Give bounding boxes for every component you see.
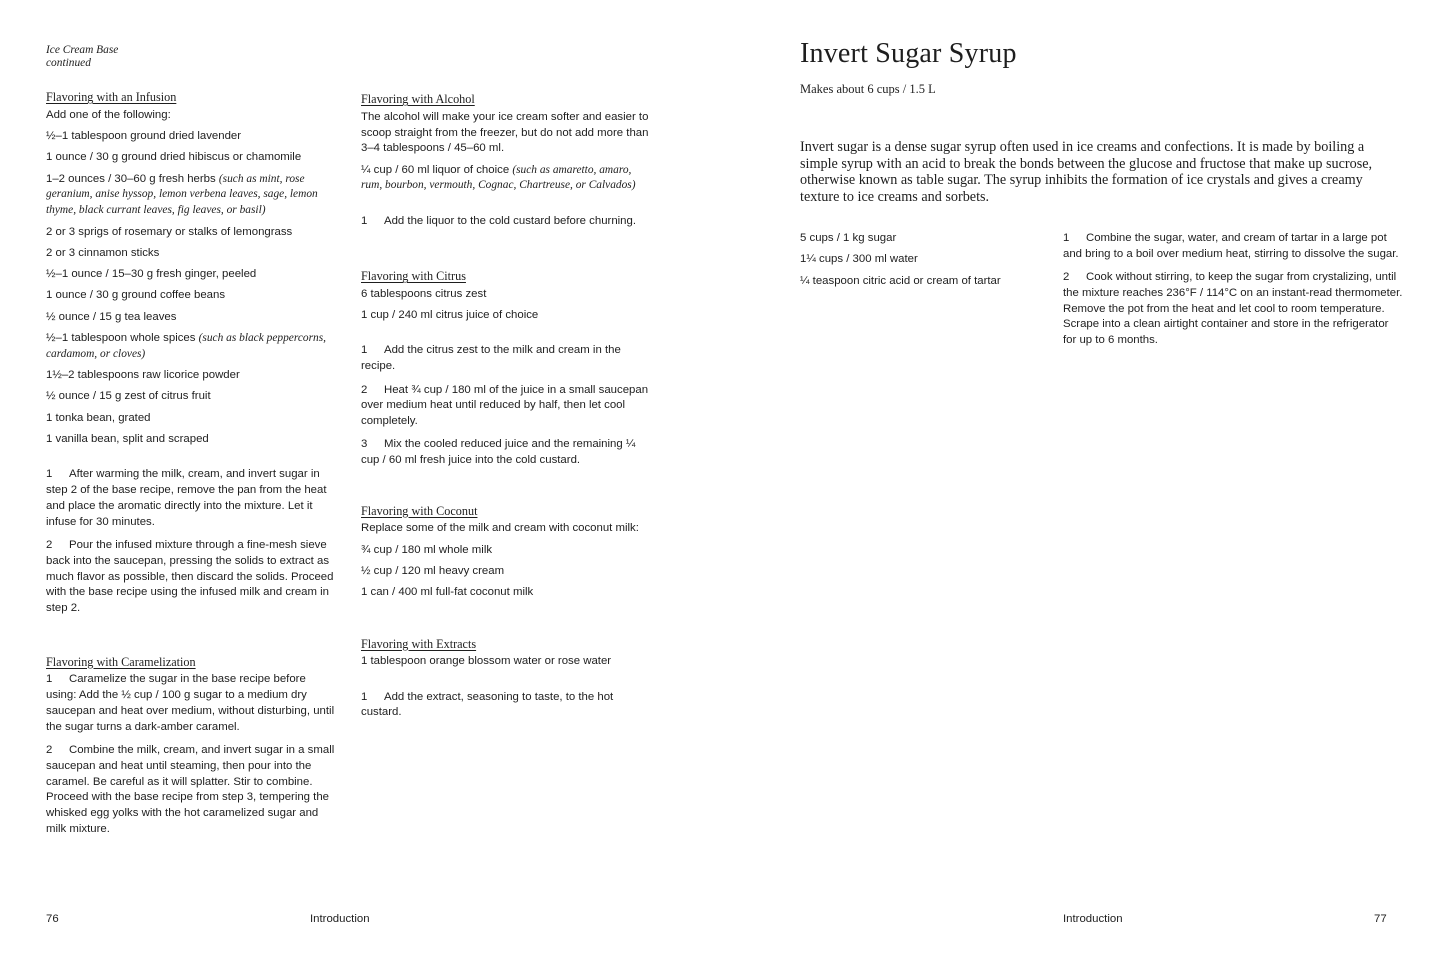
recipe-ingredient-list [800, 231, 1040, 295]
ingredient-text: ½–1 tablespoon ground dried lavender [46, 130, 242, 143]
section-coconut [361, 504, 651, 601]
ingredient-text: 1 vanilla bean, split and scraped [46, 433, 209, 446]
step-text: Pour the infused mixture through a fine-mesh sieve back into the saucepan, pressing the solids to extract as much flavor as possible, then discard the solids. Proceed with the base recipe using the infused milk and cream in step 2. [46, 539, 334, 615]
step [361, 690, 651, 722]
ingredient-item [46, 432, 336, 448]
section-title-citrus: Flavoring with Citrus [361, 269, 466, 284]
ingredient-item [46, 310, 336, 326]
ingredient-text: ½–1 tablespoon whole spices [46, 332, 199, 345]
left-page [0, 0, 722, 958]
ingredient-item [46, 246, 336, 262]
infusion-ingredient-list [46, 129, 336, 448]
ingredient-item: 5 cups / 1 kg sugar [800, 232, 897, 244]
step-text: Add the liquor to the cold custard before churning. [384, 214, 637, 227]
ingredient-text: 1 ounce / 30 g ground coffee beans [46, 289, 226, 302]
infusion-intro: Add one of the following: [46, 108, 171, 121]
left-column-a [46, 44, 336, 845]
step [361, 383, 651, 430]
ingredient-item [46, 267, 336, 283]
section-title-caramelization: Flavoring with Caramelization [46, 654, 196, 669]
step-text: Add the citrus zest to the milk and cream in the recipe. [361, 344, 621, 373]
step-number: 2 [46, 744, 53, 756]
step [46, 538, 336, 617]
step-number: 1 [1063, 232, 1070, 244]
step-text: Caramelize the sugar in the base recipe before using: Add the ½ cup / 100 g sugar to a medium dry saucepan and heat over medium, without disturbing, until the sugar turns a dark-amber caramel. [46, 673, 335, 733]
ingredient-text: ½–1 ounce / 15–30 g fresh ginger, peeled [46, 268, 257, 281]
alcohol-intro: The alcohol will make your ice cream softer and easier to scoop straight from the freezer, but do not add more than 3–4 tablespoons / 45–60 ml. [361, 110, 649, 155]
ingredient-text: ½ ounce / 15 g tea leaves [46, 310, 177, 323]
right-page [723, 0, 1445, 958]
recipe-steps [1063, 231, 1403, 357]
step-text: Heat ¾ cup / 180 ml of the juice in a small saucepan over medium heat until reduced by half, then let cool completely. [361, 383, 649, 428]
step [361, 343, 651, 375]
step [46, 672, 336, 735]
ingredient-item [46, 411, 336, 427]
ingredient-item: ¼ teaspoon citric acid or cream of tartar [800, 274, 1001, 287]
ingredient-item [361, 308, 651, 324]
ingredient-item [361, 163, 651, 195]
step-number: 2 [1063, 271, 1070, 284]
left-column-b [361, 92, 651, 729]
section-extracts [361, 637, 651, 722]
ingredient-text: ½ cup / 120 ml heavy cream [361, 564, 505, 577]
ingredient-item [46, 225, 336, 241]
section-infusion [46, 90, 336, 617]
recipe-title: Invert Sugar Syrup [800, 38, 1017, 69]
section-title-coconut: Flavoring with Coconut [361, 503, 478, 518]
ingredient-text: 2 or 3 sprigs of rosemary or stalks of lemongrass [46, 225, 293, 238]
section-title-infusion: Flavoring with an Infusion [46, 90, 177, 104]
ingredient-text: 6 tablespoons citrus zest [361, 287, 487, 300]
ingredient-text: 1 ounce / 30 g ground dried hibiscus or chamomile [46, 151, 302, 164]
ingredient-item [46, 150, 336, 166]
step-number: 1 [46, 673, 53, 686]
step-text: Combine the sugar, water, and cream of tartar in a large pot and bring to a boil over medium heat, stirring to dissolve the sugar. [1063, 232, 1399, 260]
ingredient-text: 1½–2 tablespoons raw licorice powder [46, 369, 240, 382]
page-number-left: 76 [46, 913, 59, 925]
step [361, 437, 651, 469]
ingredient-text: ½ ounce / 15 g zest of citrus fruit [46, 390, 211, 403]
step [361, 214, 651, 230]
coconut-intro: Replace some of the milk and cream with coconut milk: [361, 522, 639, 535]
footer-section-right: Introduction [1063, 913, 1123, 925]
step-number: 2 [46, 539, 53, 552]
ingredient-item [361, 287, 651, 303]
ingredient-text: 1 tonka bean, grated [46, 411, 151, 424]
ingredient-item [361, 585, 651, 601]
running-head-sub: continued [46, 57, 91, 69]
step-number: 1 [46, 468, 53, 481]
ingredient-text: ¾ cup / 180 ml whole milk [361, 543, 493, 556]
ingredient-text: ¼ cup / 60 ml liquor of choice [361, 163, 513, 176]
section-title-alcohol: Flavoring with Alcohol [361, 92, 475, 106]
footer-section-left: Introduction [310, 913, 370, 925]
step [1063, 270, 1403, 349]
step-number: 3 [361, 438, 368, 451]
step [46, 743, 336, 838]
ingredient-item [361, 654, 651, 670]
step [1063, 231, 1403, 263]
ingredient-item: 1¼ cups / 300 ml water [800, 253, 918, 266]
step [46, 467, 336, 530]
ingredient-note: (such as black peppercorns, cardamom, or cloves) [46, 332, 327, 360]
section-alcohol [361, 92, 651, 230]
section-caramelization [46, 655, 336, 838]
step-number: 1 [361, 690, 368, 703]
step-number: 2 [361, 383, 368, 396]
ingredient-text: 2 or 3 cinnamon sticks [46, 246, 160, 259]
ingredient-item [46, 389, 336, 405]
step-number: 1 [361, 214, 368, 227]
ingredient-note: (such as mint, rose geranium, anise hyssop, lemon verbena leaves, sage, lemon thyme, black currant leaves, fig leaves, or basil) [46, 172, 318, 217]
ingredient-note: (such as amaretto, amaro, rum, bourbon, vermouth, Cognac, Chartreuse, or Calvados) [361, 163, 636, 192]
section-citrus [361, 269, 651, 469]
ingredient-item [46, 368, 336, 384]
ingredient-item [46, 129, 336, 145]
ingredient-text: 1–2 ounces / 30–60 g fresh herbs [46, 172, 219, 185]
step-text: Mix the cooled reduced juice and the remaining ¼ cup / 60 ml fresh juice into the cold custard. [361, 438, 636, 467]
ingredient-item [361, 543, 651, 559]
ingredient-item [46, 172, 336, 219]
step-text: After warming the milk, cream, and invert sugar in step 2 of the base recipe, remove the pan from the heat and place the aromatic directly into the mixture. Let it infuse for 30 minutes. [46, 468, 327, 528]
ingredient-item [361, 564, 651, 580]
ingredient-item [46, 288, 336, 304]
section-title-extracts: Flavoring with Extracts [361, 636, 477, 651]
page-number-right: 77 [1374, 913, 1387, 925]
running-head: Ice Cream Base [46, 44, 119, 56]
recipe-yield: Makes about 6 cups / 1.5 L [800, 82, 936, 96]
step-text: Combine the milk, cream, and invert sugar in a small saucepan and heat until steaming, then pour into the caramel. Be careful as it will splatter. Stir to combine. Proceed with the base recipe from step 3, tempering the whisked egg yolks with the hot caramelized sugar and milk mixture. [46, 744, 335, 835]
ingredient-text: 1 tablespoon orange blossom water or rose water [361, 655, 612, 668]
ingredient-text: 1 can / 400 ml full-fat coconut milk [361, 586, 534, 599]
step-text: Cook without stirring, to keep the sugar from crystalizing, until the mixture reaches 236°F / 114°C on an instant-read thermometer. Remove the pot from the heat and let cool to room temperature. Scrape into a clean airtight container and store in the refrigerator for up to 6 months. [1063, 271, 1403, 347]
step-text: Add the extract, seasoning to taste, to the hot custard. [361, 690, 614, 719]
step-number: 1 [361, 344, 368, 357]
recipe-intro: Invert sugar is a dense sugar syrup often used in ice creams and confections. It is made by boiling a simple syrup with an acid to break the bonds between the glucose and fructose that make up sucrose, otherwise known as table sugar. The syrup inhibits the formation of ice crystals and gives a creamy texture to ice creams and sorbets. [800, 139, 1373, 205]
ingredient-item [46, 331, 336, 363]
ingredient-text: 1 cup / 240 ml citrus juice of choice [361, 309, 539, 322]
